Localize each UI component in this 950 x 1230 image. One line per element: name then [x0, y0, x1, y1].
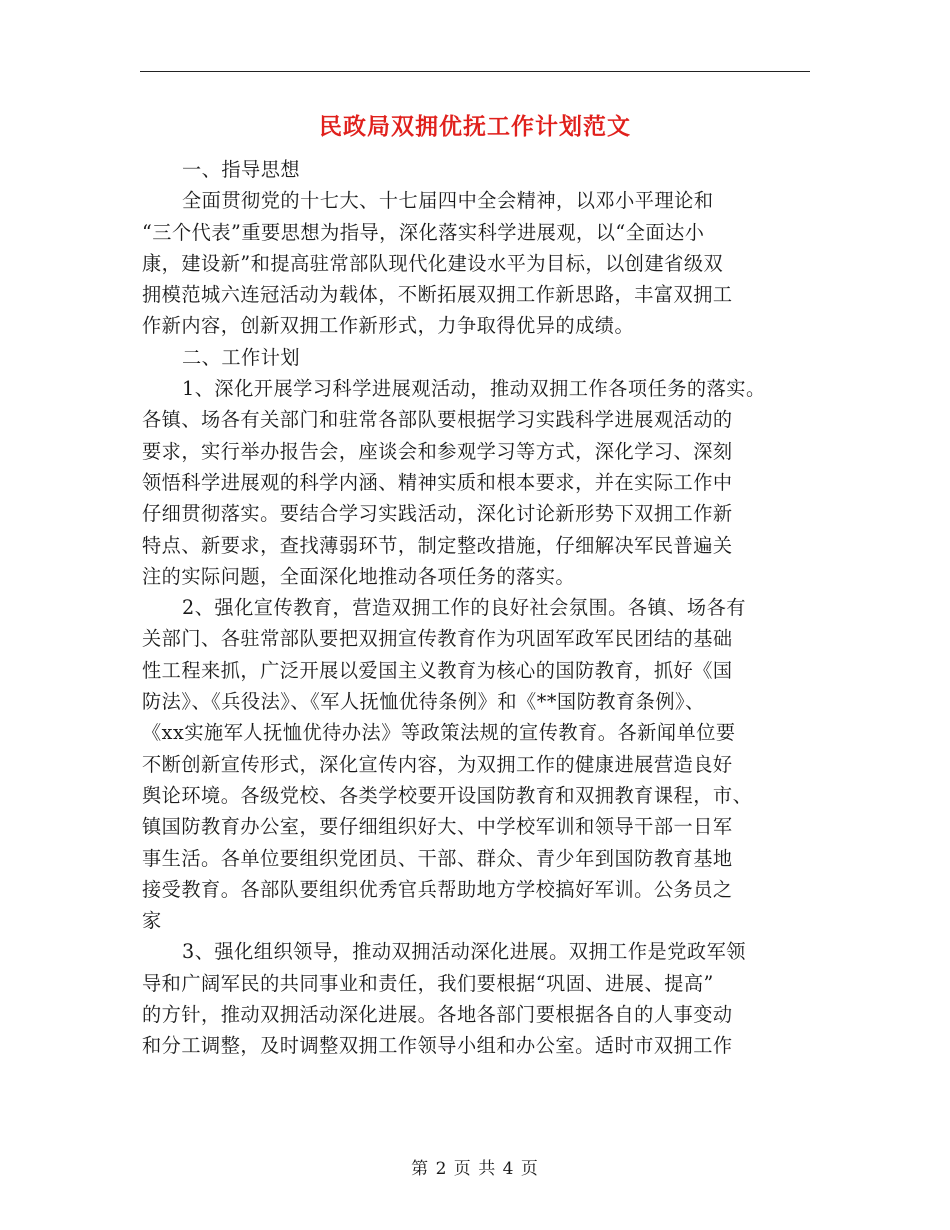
paragraph-line: 不断创新宣传形式，深化宣传内容，为双拥工作的健康进展营造良好 [142, 752, 733, 776]
paragraph-line: 家 [142, 909, 162, 933]
paragraph-line: 各镇、场各有关部门和驻常各部队要根据学习实践科学进展观活动的 [142, 408, 733, 432]
paragraph-line: 1、深化开展学习科学进展观活动，推动双拥工作各项任务的落实。 [182, 377, 766, 401]
document-title: 民政局双拥优抚工作计划范文 [319, 113, 631, 140]
paragraph-line: 《xx实施军人抚恤优待办法》等政策法规的宣传教育。各新闻单位要 [142, 721, 736, 745]
paragraph-line: 3、强化组织领导，推动双拥活动深化进展。双拥工作是党政军领 [182, 940, 746, 964]
paragraph-line: 导和广阔军民的共同事业和责任，我们要根据“巩固、进展、提高” [142, 971, 714, 995]
paragraph-line: 和分工调整，及时调整双拥工作领导小组和办公室。适时市双拥工作 [142, 1034, 733, 1058]
paragraph-line: 2、强化宣传教育，营造双拥工作的良好社会氛围。各镇、场各有 [182, 596, 746, 620]
paragraph-line: 防法》、《兵役法》、《军人抚恤优待条例》和《**国防教育条例》、 [142, 690, 705, 714]
paragraph-line: 关部门、各驻常部队要把双拥宣传教育作为巩固军政军民团结的基础 [142, 627, 733, 651]
paragraph-line: 要求，实行举办报告会，座谈会和参观学习等方式，深化学习、深刻 [142, 439, 733, 463]
page-footer: 第 2 页 共 4 页 [411, 1159, 539, 1179]
paragraph-line: 领悟科学进展观的科学内涵、精神实质和根本要求，并在实际工作中 [142, 470, 733, 494]
paragraph-line: 作新内容，创新双拥工作新形式，力争取得优异的成绩。 [142, 314, 635, 338]
paragraph-line: 特点、新要求，查找薄弱环节，制定整改措施，仔细解决军民普遍关 [142, 533, 733, 557]
paragraph-line: 拥模范城六连冠活动为载体，不断拓展双拥工作新思路，丰富双拥工 [142, 283, 733, 307]
paragraph-line: 全面贯彻党的十七大、十七届四中全会精神，以邓小平理论和 [182, 189, 714, 213]
paragraph-line: 事生活。各单位要组织党团员、干部、群众、青少年到国防教育基地 [142, 846, 733, 870]
paragraph-line: 仔细贯彻落实。要结合学习实践活动，深化讨论新形势下双拥工作新 [142, 502, 733, 526]
section-heading: 一、指导思想 [182, 158, 301, 181]
paragraph-line: 接受教育。各部队要组织优秀官兵帮助地方学校搞好军训。公务员之 [142, 877, 733, 901]
paragraph-line: 的方针，推动双拥活动深化进展。各地各部门要根据各自的人事变动 [142, 1003, 733, 1027]
paragraph-line: “三个代表”重要思想为指导，深化落实科学进展观，以“全面达小 [142, 220, 705, 244]
paragraph-line: 康，建设新”和提高驻常部队现代化建设水平为目标，以创建省级双 [142, 251, 724, 275]
header-rule [140, 71, 810, 72]
paragraph-line: 舆论环境。各级党校、各类学校要开设国防教育和双拥教育课程，市、 [142, 783, 753, 807]
paragraph-line: 性工程来抓，广泛开展以爱国主义教育为核心的国防教育，抓好《国 [142, 658, 733, 682]
section-heading: 二、工作计划 [182, 345, 301, 369]
paragraph-line: 镇国防教育办公室，要仔细组织好大、中学校军训和领导干部一日军 [142, 815, 733, 839]
document-body [142, 154, 862, 1062]
paragraph-line: 注的实际问题，全面深化地推动各项任务的落实。 [142, 564, 576, 588]
